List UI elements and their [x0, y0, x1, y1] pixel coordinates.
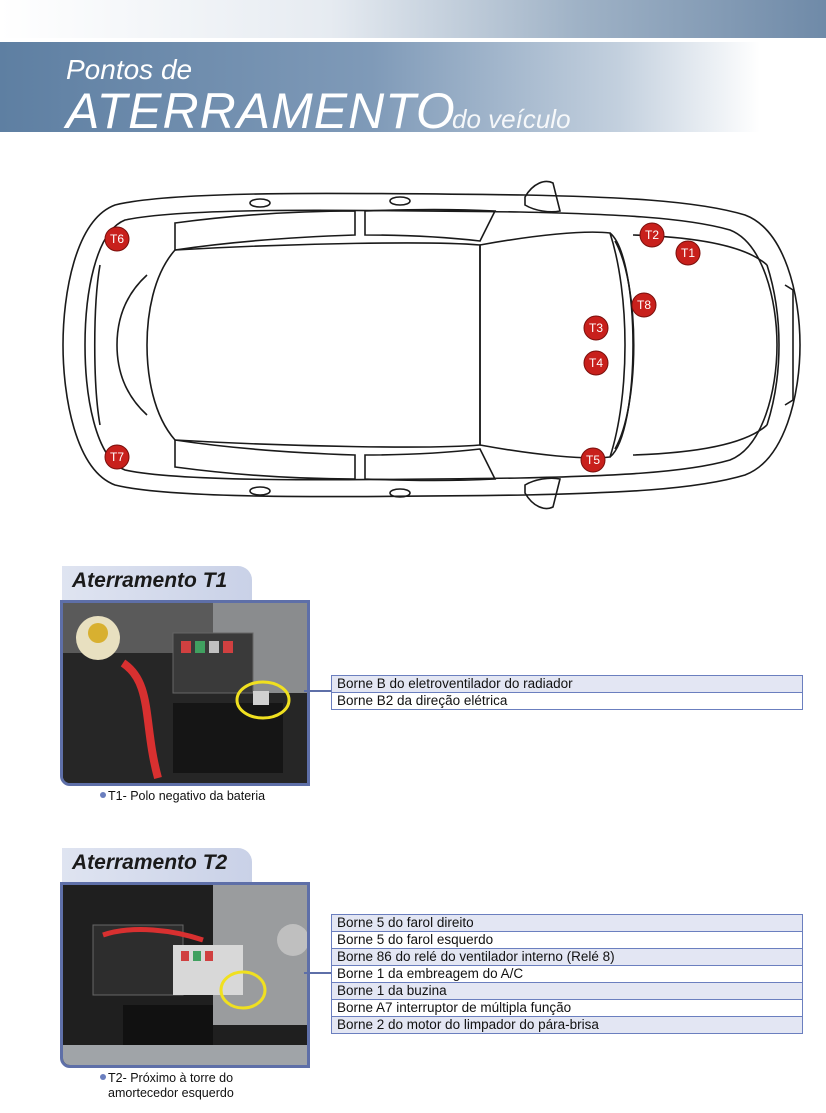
ground-point-label: T5	[585, 453, 601, 467]
leader-line	[304, 972, 331, 974]
ground-point-label: T8	[636, 298, 652, 312]
ground-point-t4	[584, 351, 608, 375]
ground-point-t5	[581, 448, 605, 472]
ground-point-label: T3	[588, 321, 604, 335]
ground-point-t1	[676, 241, 700, 265]
title-small: Pontos de	[66, 54, 193, 85]
ground-table-t1	[331, 675, 803, 710]
caption-t1	[108, 789, 265, 804]
ground-point-t2	[640, 223, 664, 247]
table-row: Borne 86 do relé do ventilador interno (Relé 8)	[332, 949, 802, 966]
table-row: Borne 5 do farol esquerdo	[332, 932, 802, 949]
page-header	[0, 0, 826, 132]
table-row: Borne B do eletroventilador do radiador	[332, 676, 802, 693]
page-title: ATERRAMENTO	[66, 83, 456, 132]
ground-point-label: T7	[109, 450, 125, 464]
engine-photo-t2	[60, 882, 310, 1068]
section-header-t1	[62, 566, 252, 603]
caption-line: T1- Polo negativo da bateria	[108, 789, 266, 803]
engine-photo-t1	[60, 600, 310, 786]
caption-bullet	[100, 1074, 106, 1080]
section-title: Aterramento T1	[72, 569, 228, 592]
ground-point-label: T2	[644, 228, 660, 242]
header-strip	[0, 0, 826, 38]
section-header-t2	[62, 848, 252, 885]
caption-line: T2- Próximo à torre do	[108, 1071, 234, 1085]
caption-t2	[108, 1071, 234, 1101]
ground-point-t6	[105, 227, 129, 251]
ground-point-label: T1	[680, 246, 696, 260]
title-suffix: do veículo	[452, 104, 571, 132]
table-row: Borne B2 da direção elétrica	[332, 693, 802, 709]
table-row: Borne 5 do farol direito	[332, 915, 802, 932]
table-row: Borne A7 interruptor de múltipla função	[332, 1000, 802, 1017]
table-row: Borne 1 da embreagem do A/C	[332, 966, 802, 983]
car-top-view-diagram	[55, 175, 805, 525]
caption-bullet	[100, 792, 106, 798]
ground-point-label: T4	[588, 356, 604, 370]
ground-table-t2	[331, 914, 803, 1034]
ground-point-label: T6	[109, 232, 125, 246]
header-divider	[0, 38, 826, 42]
ground-point-t3	[584, 316, 608, 340]
section-title: Aterramento T2	[72, 851, 228, 874]
caption-line: amortecedor esquerdo	[108, 1086, 234, 1100]
ground-point-t8	[632, 293, 656, 317]
ground-point-t7	[105, 445, 129, 469]
table-row: Borne 1 da buzina	[332, 983, 802, 1000]
table-row: Borne 2 do motor do limpador do pára-brisa	[332, 1017, 802, 1033]
leader-line	[304, 690, 331, 692]
